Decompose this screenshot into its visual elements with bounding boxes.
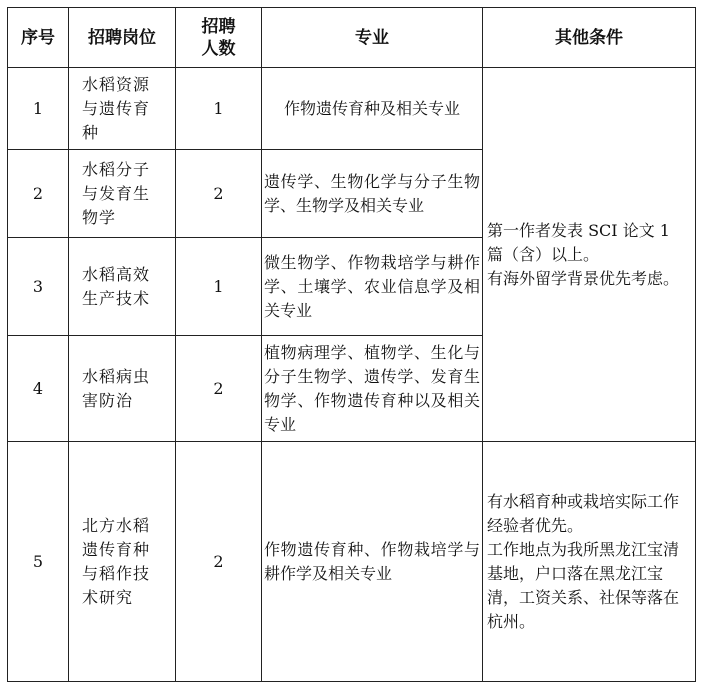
header-major: 专业	[262, 8, 483, 68]
row-major	[262, 150, 483, 238]
row-count: 2	[176, 442, 262, 682]
header-position: 招聘岗位	[69, 8, 176, 68]
header-count: 招聘 人数	[176, 8, 262, 68]
row-seq: 5	[8, 442, 69, 682]
row-count: 2	[176, 336, 262, 442]
row-seq: 2	[8, 150, 69, 238]
major-text: 遗传学、生物化学与分子生物学、生物学及相关专业	[264, 171, 480, 215]
recruitment-table	[7, 7, 696, 682]
row-major	[262, 238, 483, 336]
row-position	[69, 68, 176, 150]
row-major	[262, 442, 483, 682]
conditions-text: 第一作者发表 SCI 论文 1 篇（含）以上。 有海外留学背景优先考虑。	[487, 220, 680, 288]
row-seq: 1	[8, 68, 69, 150]
position-text: 北方水稻遗传育种与稻作技术研究	[82, 515, 151, 607]
major-text: 微生物学、作物栽培学与耕作学、土壤学、农业信息学及相关专业	[264, 252, 480, 320]
conditions-cell-row5	[483, 442, 696, 682]
header-seq: 序号	[8, 8, 69, 68]
position-text: 水稻病虫害防治	[82, 366, 151, 410]
row-seq: 3	[8, 238, 69, 336]
row-count: 1	[176, 68, 262, 150]
row-position	[69, 336, 176, 442]
position-text: 水稻分子与发育生物学	[82, 159, 151, 227]
row-seq: 4	[8, 336, 69, 442]
row-position	[69, 442, 176, 682]
row-count: 1	[176, 238, 262, 336]
row-major	[262, 68, 483, 150]
position-text: 水稻资源与遗传育种	[82, 74, 151, 142]
major-text: 作物遗传育种及相关专业	[283, 98, 460, 118]
conditions-text: 有水稻育种或栽培实际工作经验者优先。 工作地点为我所黑龙江宝清基地，户口落在黑龙江宝清，工资关系、社保等落在杭州。	[487, 491, 680, 631]
position-text: 水稻高效生产技术	[82, 264, 151, 308]
conditions-cell-group	[483, 68, 696, 442]
major-text: 植物病理学、植物学、生化与分子生物学、遗传学、发育生物学、作物遗传育种以及相关专业	[264, 342, 480, 434]
row-position	[69, 150, 176, 238]
row-position	[69, 238, 176, 336]
row-major	[262, 336, 483, 442]
header-row	[8, 8, 696, 68]
header-conditions: 其他条件	[483, 8, 696, 68]
major-text: 作物遗传育种、作物栽培学与耕作学及相关专业	[264, 539, 480, 583]
table-row	[8, 68, 696, 150]
table-row	[8, 442, 696, 682]
row-count: 2	[176, 150, 262, 238]
